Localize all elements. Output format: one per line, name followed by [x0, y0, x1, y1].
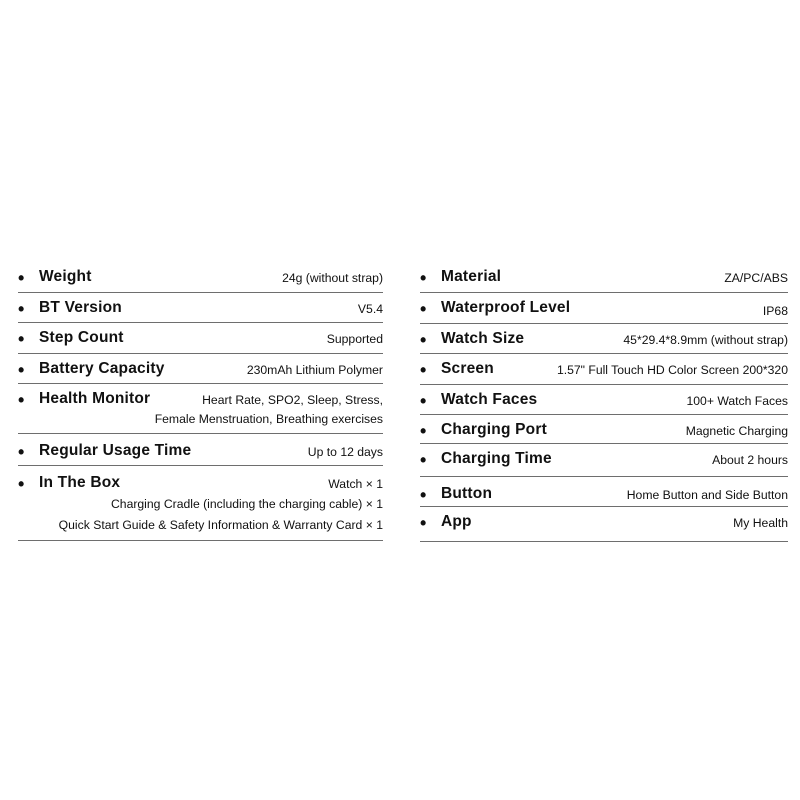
- bullet-icon: •: [18, 299, 25, 319]
- spec-value-line-3: Quick Start Guide & Safety Information & Warranty Card × 1: [58, 518, 383, 532]
- spec-label: Screen: [441, 360, 494, 377]
- spec-label: Waterproof Level: [441, 299, 571, 316]
- spec-value: Heart Rate, SPO2, Sleep, Stress,: [202, 393, 383, 407]
- right-spec-column: [420, 260, 788, 542]
- spec-row-watch-size: [420, 324, 788, 354]
- bullet-icon: •: [18, 360, 25, 380]
- spec-label: Watch Faces: [441, 391, 538, 408]
- spec-value: IP68: [762, 304, 788, 318]
- spec-value: Watch × 1: [328, 477, 383, 491]
- spec-row-material: [420, 260, 788, 293]
- bullet-icon: •: [18, 390, 25, 410]
- bullet-icon: •: [18, 474, 25, 494]
- spec-label: Charging Time: [441, 450, 552, 467]
- spec-value: 24g (without strap): [282, 271, 383, 285]
- bullet-icon: •: [420, 299, 427, 319]
- spec-label: Watch Size: [441, 330, 525, 347]
- spec-value: Up to 12 days: [307, 445, 383, 459]
- spec-value: My Health: [733, 516, 788, 530]
- spec-value: ZA/PC/ABS: [724, 271, 788, 285]
- spec-row-battery-capacity: [18, 354, 383, 384]
- bullet-icon: •: [420, 391, 427, 411]
- spec-value: 230mAh Lithium Polymer: [246, 363, 383, 377]
- spec-row-button: [420, 477, 788, 507]
- spec-label: Charging Port: [441, 421, 547, 438]
- bullet-icon: •: [18, 329, 25, 349]
- spec-row-charging-time: [420, 444, 788, 477]
- spec-value: Magnetic Charging: [685, 424, 788, 438]
- spec-value: Supported: [326, 332, 383, 346]
- spec-label: In The Box: [39, 474, 121, 491]
- spec-value: V5.4: [357, 302, 383, 316]
- spec-value: 100+ Watch Faces: [686, 394, 788, 408]
- bullet-icon: •: [18, 442, 25, 462]
- spec-row-health-monitor: [18, 384, 383, 434]
- bullet-icon: •: [18, 268, 25, 288]
- spec-label: Weight: [39, 268, 92, 285]
- bullet-icon: •: [420, 268, 427, 288]
- spec-value: About 2 hours: [712, 453, 788, 467]
- spec-label: Material: [441, 268, 502, 285]
- spec-value-line-2: Charging Cradle (including the charging cable) × 1: [110, 497, 383, 511]
- spec-label: Battery Capacity: [39, 360, 165, 377]
- bullet-icon: •: [420, 450, 427, 470]
- spec-value: Home Button and Side Button: [626, 488, 788, 502]
- bullet-icon: •: [420, 360, 427, 380]
- spec-row-weight: [18, 260, 383, 293]
- bullet-icon: •: [420, 485, 427, 505]
- spec-label: Regular Usage Time: [39, 442, 192, 459]
- spec-label: BT Version: [39, 299, 122, 316]
- spec-value: 1.57" Full Touch HD Color Screen 200*320: [556, 363, 788, 377]
- left-spec-column: [18, 260, 383, 541]
- bullet-icon: •: [420, 421, 427, 441]
- spec-row-in-the-box: [18, 466, 383, 541]
- spec-label: Step Count: [39, 329, 124, 346]
- spec-row-bt-version: [18, 293, 383, 323]
- spec-label: App: [441, 513, 472, 530]
- spec-row-app: [420, 507, 788, 542]
- spec-row-waterproof-level: [420, 293, 788, 324]
- spec-label: Button: [441, 485, 493, 502]
- spec-row-watch-faces: [420, 385, 788, 415]
- spec-row-screen: [420, 354, 788, 385]
- bullet-icon: •: [420, 330, 427, 350]
- bullet-icon: •: [420, 513, 427, 533]
- spec-row-step-count: [18, 323, 383, 354]
- spec-row-regular-usage-time: [18, 434, 383, 466]
- spec-value: 45*29.4*8.9mm (without strap): [623, 333, 788, 347]
- spec-row-charging-port: [420, 415, 788, 444]
- spec-value-line-2: Female Menstruation, Breathing exercises: [154, 412, 383, 426]
- spec-label: Health Monitor: [39, 390, 151, 407]
